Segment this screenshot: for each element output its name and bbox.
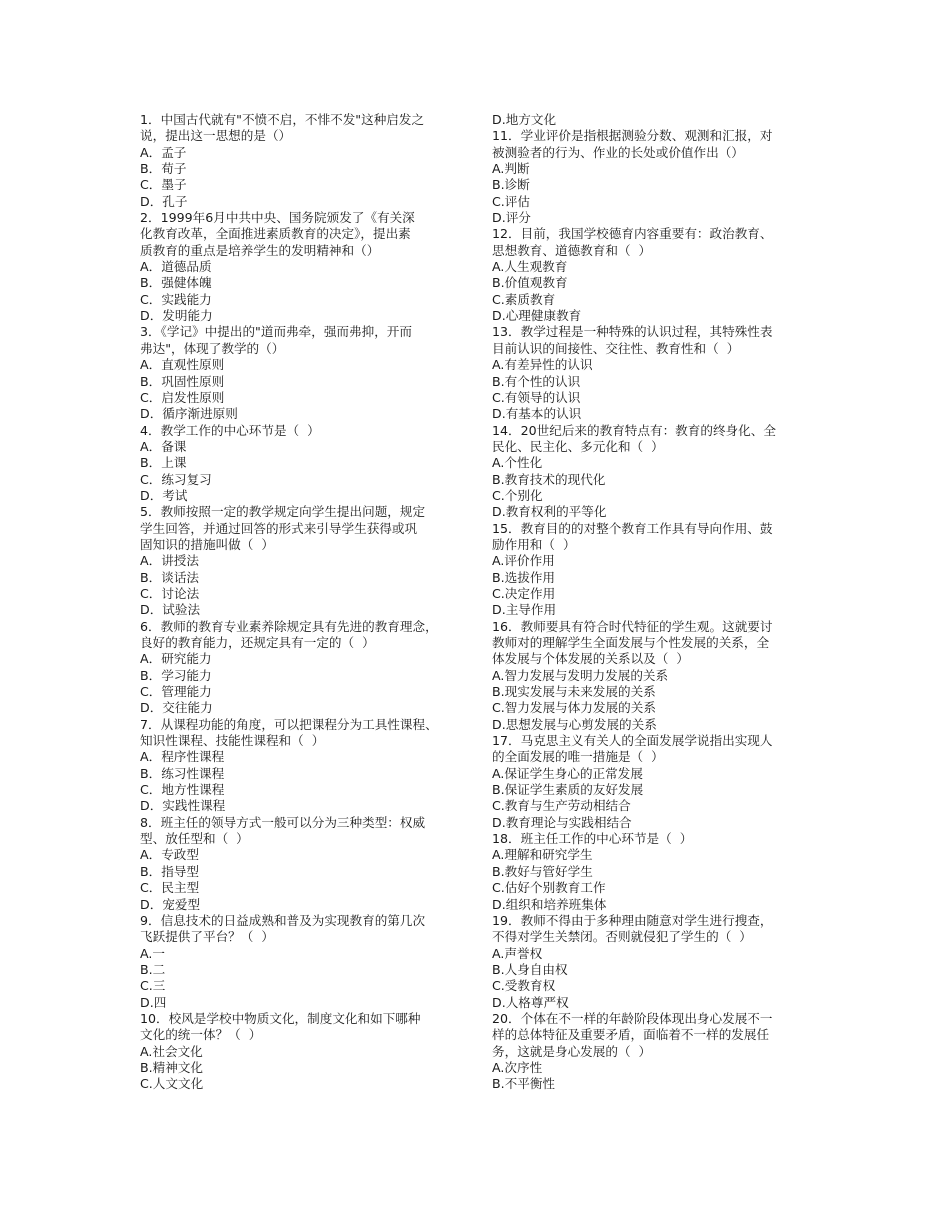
text-line: A．备课 xyxy=(140,438,187,454)
text-line: 学生回答，并通过回答的形式来引导学生获得或巩 xyxy=(140,520,418,536)
text-line: D.人格尊严权 xyxy=(492,994,569,1010)
text-line: A．孟子 xyxy=(140,144,187,160)
text-line: C．民主型 xyxy=(140,880,200,896)
text-line: 化教育改革，全面推进素质教育的决定》，提出素 xyxy=(140,226,411,242)
text-line: B．上课 xyxy=(140,455,187,471)
text-line: C.有领导的认识 xyxy=(492,389,581,405)
text-line: 弗达"，体现了教学的（） xyxy=(140,340,285,356)
text-line: 被测验者的行为、作业的长处或价值作出（） xyxy=(492,144,744,160)
text-line: C．地方性课程 xyxy=(140,782,225,798)
text-line: B.现实发展与未来发展的关系 xyxy=(492,684,656,700)
text-line: C．启发性原则 xyxy=(140,389,225,405)
text-line: C．管理能力 xyxy=(140,684,212,700)
text-line: 思想教育、道德教育和（ ） xyxy=(492,242,652,258)
text-line: 体发展与个体发展的关系以及（ ） xyxy=(492,651,689,667)
text-line: D.评分 xyxy=(492,210,531,226)
text-line: 4．教学工作的中心环节是（ ） xyxy=(140,422,320,438)
text-line: D．交往能力 xyxy=(140,700,213,716)
text-line: 5．教师按照一定的教学规定向学生提出问题，规定 xyxy=(140,504,426,520)
text-line: B．指导型 xyxy=(140,863,200,879)
text-line: C.智力发展与体力发展的关系 xyxy=(492,700,656,716)
text-line: D．考试 xyxy=(140,487,188,503)
text-line: D.主导作用 xyxy=(492,602,557,618)
text-line: A．讲授法 xyxy=(140,553,199,569)
text-line: D.四 xyxy=(140,994,167,1010)
text-line: 17．马克思主义有关人的全面发展学说指出实现人 xyxy=(492,733,773,749)
text-line: B.价值观教育 xyxy=(492,275,568,291)
text-line: C．讨论法 xyxy=(140,585,200,601)
text-line: 不得对学生关禁闭。否则就侵犯了学生的（ ） xyxy=(492,929,752,945)
text-line: 型、放任型和（ ） xyxy=(140,831,249,847)
text-line: A．专政型 xyxy=(140,847,199,863)
text-line: C.决定作用 xyxy=(492,585,556,601)
text-line: 1．中国古代就有"不愤不启，不悱不发"这种启发之 xyxy=(140,112,425,127)
text-line: D.教育权利的平等化 xyxy=(492,504,607,520)
text-line: 19．教师不得由于多种理由随意对学生进行搜查， xyxy=(492,912,773,928)
text-line: 说，提出这一思想的是（） xyxy=(140,128,292,144)
text-line: A.声誉权 xyxy=(492,945,543,961)
text-line: 6．教师的教育专业素养除规定具有先进的教育理念， xyxy=(140,618,438,634)
text-line: 固知识的措施叫做（ ） xyxy=(140,536,274,552)
text-line: 2．1999年6月中共中央、国务院颁发了《有关深 xyxy=(140,210,415,226)
text-line: A.社会文化 xyxy=(140,1043,203,1059)
text-line: A．道德品质 xyxy=(140,259,212,275)
text-line: B.教好与管好学生 xyxy=(492,863,593,879)
text-line: B.教育技术的现代化 xyxy=(492,471,606,487)
text-line: 18．班主任工作的中心环节是（ ） xyxy=(492,831,693,847)
text-line: 14．20世纪后来的教育特点有：教育的终身化、全 xyxy=(492,422,776,438)
text-line: B．荀子 xyxy=(140,161,187,177)
text-line: 15．教育目的的对整个教育工作具有导向作用、鼓 xyxy=(492,520,773,536)
text-line: B.诊断 xyxy=(492,177,530,193)
text-line: C.评估 xyxy=(492,193,530,209)
text-line: C．墨子 xyxy=(140,177,187,193)
text-line: B.保证学生素质的友好发展 xyxy=(492,782,644,798)
text-line: B.不平衡性 xyxy=(492,1076,556,1092)
text-line: D．发明能力 xyxy=(140,308,213,324)
text-line: D.教育理论与实践相结合 xyxy=(492,814,632,830)
text-line: A．程序性课程 xyxy=(140,749,225,765)
text-line: A.判断 xyxy=(492,161,530,177)
text-line: D．试验法 xyxy=(140,602,201,618)
text-line: D.组织和培养班集体 xyxy=(492,896,607,912)
text-line: 教师对的理解学生全面发展与个性发展的关系，全 xyxy=(492,635,770,650)
text-line: A.评价作用 xyxy=(492,553,555,569)
text-line: C．练习复习 xyxy=(140,471,212,487)
text-line: 良好的教育能力，还规定具有一定的（ ） xyxy=(140,635,375,650)
text-line: 目前认识的间接性、交往性、教育性和（ ） xyxy=(492,340,740,356)
text-line: 知识性课程、技能性课程和（ ） xyxy=(140,733,325,749)
text-line: D.思想发展与心剪发展的关系 xyxy=(492,716,657,732)
text-line: A.一 xyxy=(140,945,165,961)
text-line: 励作用和（ ） xyxy=(492,536,576,552)
text-line: D．宠爱型 xyxy=(140,896,201,912)
text-line: D．实践性课程 xyxy=(140,798,226,814)
text-line: C．实践能力 xyxy=(140,291,212,307)
text-line: A．研究能力 xyxy=(140,651,212,667)
text-line: 8．班主任的领导方式一般可以分为三种类型：权威 xyxy=(140,814,426,830)
text-line: C.人文文化 xyxy=(140,1076,204,1092)
right-column xyxy=(492,112,812,1093)
text-line: 飞跃提供了平台？（ ） xyxy=(140,929,274,945)
text-line: 20．个体在不一样的年龄阶段体现出身心发展不一 xyxy=(492,1010,773,1026)
text-line: B.有个性的认识 xyxy=(492,373,581,389)
text-line: C.受教育权 xyxy=(492,978,556,994)
text-line: A.理解和研究学生 xyxy=(492,847,593,863)
text-line: B．练习性课程 xyxy=(140,765,225,781)
text-line: B.精神文化 xyxy=(140,1059,204,1075)
text-line: 11．学业评价是指根据测验分数、观测和汇报，对 xyxy=(492,128,773,144)
text-line: C.教育与生产劳动相结合 xyxy=(492,798,631,814)
text-line: D.有基本的认识 xyxy=(492,406,582,422)
text-line: C.三 xyxy=(140,978,166,994)
text-line: B．学习能力 xyxy=(140,667,212,683)
text-line: A.有差异性的认识 xyxy=(492,357,593,373)
text-line: 12．目前，我国学校德育内容重要有：政治教育、 xyxy=(492,226,773,242)
text-line: B.人身自由权 xyxy=(492,961,568,977)
text-line: A．直观性原则 xyxy=(140,357,225,373)
text-line: A.个性化 xyxy=(492,455,543,471)
text-line: D．循序渐进原则 xyxy=(140,406,238,422)
text-line: C.个别化 xyxy=(492,487,543,503)
text-line: A.智力发展与发明力发展的关系 xyxy=(492,667,669,683)
text-line: D.地方文化 xyxy=(492,112,557,127)
text-line: C.素质教育 xyxy=(492,291,556,307)
text-line: A.次序性 xyxy=(492,1059,543,1075)
text-line: A.人生观教育 xyxy=(492,259,568,275)
text-line: 质教育的重点是培养学生的发明精神和（） xyxy=(140,242,380,258)
text-line: B．巩固性原则 xyxy=(140,373,225,389)
text-line: C.估好个别教育工作 xyxy=(492,880,606,896)
text-line: 样的总体特征及重要矛盾，面临着不一样的发展任 xyxy=(492,1027,770,1043)
text-line: 务，这就是身心发展的（ ） xyxy=(492,1043,652,1059)
text-line: D．孔子 xyxy=(140,193,188,209)
text-line: 3．《学记》中提出的"道而弗牵，强而弗抑，开而 xyxy=(140,324,412,340)
text-line: 民化、民主化、多元化和（ ） xyxy=(492,438,664,454)
text-line: 16．教师要具有符合时代特征的学生观。这就要讨 xyxy=(492,618,773,634)
text-line: B．谈话法 xyxy=(140,569,200,585)
text-line: 的全面发展的唯一措施是（ ） xyxy=(492,749,664,765)
text-line: 文化的统一体？（ ） xyxy=(140,1027,262,1043)
text-line: B．强健体魄 xyxy=(140,275,212,291)
text-line: 13．教学过程是一种特殊的认识过程，其特殊性表 xyxy=(492,324,773,340)
text-line: A.保证学生身心的正常发展 xyxy=(492,765,643,781)
text-line: D.心理健康教育 xyxy=(492,308,582,324)
text-line: B.选拔作用 xyxy=(492,569,556,585)
text-line: 9．信息技术的日益成熟和普及为实现教育的第几次 xyxy=(140,912,426,928)
text-line: 7．从课程功能的角度，可以把课程分为工具性课程、 xyxy=(140,716,438,732)
left-column xyxy=(140,112,468,1093)
text-line: 10．校风是学校中物质文化，制度文化和如下哪种 xyxy=(140,1010,421,1026)
text-line: B.二 xyxy=(140,961,166,977)
